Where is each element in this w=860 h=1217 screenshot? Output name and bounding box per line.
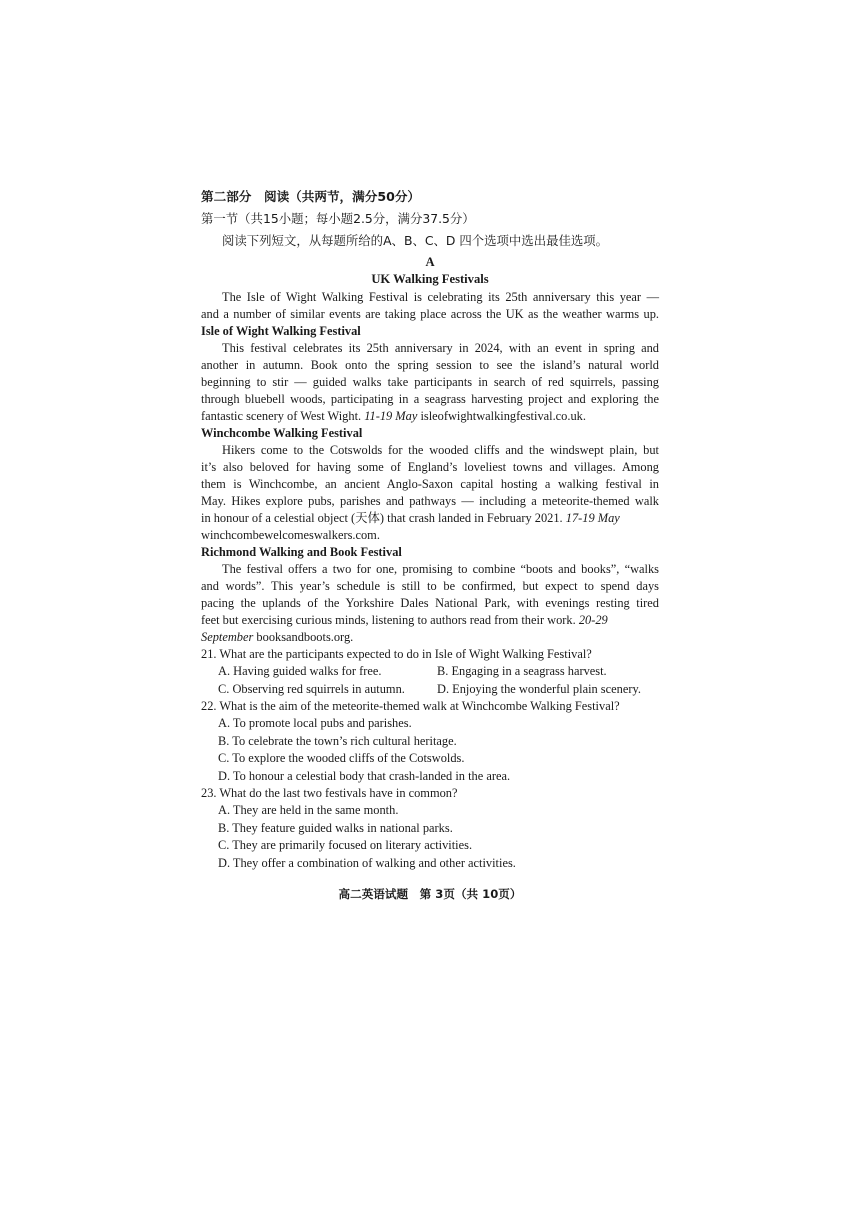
paragraph-line (201, 612, 608, 629)
festival-heading: Richmond Walking and Book Festival (201, 545, 402, 559)
intro-line: The Isle of Wight Walking Festival is celebrating its 25th anniversary this year — (222, 290, 659, 304)
option-b: B. They feature guided walks in national parks. (218, 821, 453, 835)
section-heading: 第一节（共15小题；每小题2.5分，满分37.5分） (201, 211, 475, 226)
passage-title: UK Walking Festivals (371, 272, 489, 286)
paragraph-line: and words”. This year’s schedule is still to be confirmed, but expect to spend days (201, 579, 659, 593)
paragraph-line: through bluebell woods, participating in a seagrass harvesting project and exploring the (201, 392, 659, 406)
paragraph-text: in honour of a celestial object (天体) that crash landed in February 2021. (201, 511, 563, 525)
paragraph-line: Hikers come to the Cotswolds for the wooded cliffs and the windswept plain, but (222, 443, 659, 457)
festival-website: booksandboots.org. (256, 630, 354, 644)
paragraph-line: May. Hikes explore pubs, parishes and pathways — including a meteorite-themed walk (201, 494, 659, 508)
paragraph-text: feet but exercising curious minds, listening to authors read from their work. (201, 613, 576, 627)
paragraph-line: The festival offers a two for one, promising to combine “boots and books”, “walks (222, 562, 659, 576)
part-heading: 第二部分 阅读（共两节，满分50分） (201, 189, 421, 204)
festival-date: 17-19 May (565, 511, 620, 525)
paragraph-line: it’s also beloved for having some of England’s loveliest towns and villages. Among (201, 460, 659, 474)
paragraph-line: another in autumn. Book onto the spring session to see the island’s natural world (201, 358, 659, 372)
paragraph-line-last (201, 629, 353, 646)
option-a: A. To promote local pubs and parishes. (218, 716, 412, 730)
option-a: A. They are held in the same month. (218, 803, 399, 817)
passage-letter: A (425, 255, 435, 269)
paragraph-text: fantastic scenery of West Wight. (201, 409, 362, 423)
question-stem: 22. What is the aim of the meteorite-themed walk at Winchcombe Walking Festival? (201, 699, 620, 713)
option-d: D. They offer a combination of walking and other activities. (218, 856, 516, 870)
page-footer: 高二英语试题 第 3页（共 10页） (338, 887, 522, 901)
paragraph-line: them is Winchcombe, an ancient Anglo-Saxon capital hosting a walking festival in (201, 477, 659, 491)
option-b: B. Engaging in a seagrass harvest. (437, 664, 607, 678)
option-d: D. Enjoying the wonderful plain scenery. (437, 682, 641, 696)
paragraph-line: This festival celebrates its 25th anniversary in 2024, with an event in spring and (222, 341, 659, 355)
paragraph-line-last (201, 510, 620, 527)
festival-date: 20-29 (578, 613, 608, 627)
question-stem: 21. What are the participants expected to do in Isle of Wight Walking Festival? (201, 647, 592, 661)
option-b: B. To celebrate the town’s rich cultural heritage. (218, 734, 457, 748)
question-stem: 23. What do the last two festivals have in common? (201, 786, 458, 800)
festival-date: 11-19 May (364, 409, 418, 423)
festival-date: September (201, 630, 254, 644)
intro-line: and a number of similar events are taking place across the UK as the weather warms up. (201, 307, 659, 321)
option-c: C. Observing red squirrels in autumn. (218, 682, 405, 696)
festival-website: isleofwightwalkingfestival.co.uk. (420, 409, 586, 423)
festival-heading: Winchcombe Walking Festival (201, 426, 363, 440)
option-a: A. Having guided walks for free. (218, 664, 382, 678)
option-d: D. To honour a celestial body that crash-landed in the area. (218, 769, 511, 783)
paragraph-line-last (201, 408, 586, 425)
festival-website: winchcombewelcomeswalkers.com. (201, 528, 380, 542)
festival-heading: Isle of Wight Walking Festival (201, 324, 361, 338)
option-c: C. They are primarily focused on literary activities. (218, 838, 473, 852)
paragraph-line: beginning to stir — guided walks take participants in search of red squirrels, passing (201, 375, 659, 389)
option-c: C. To explore the wooded cliffs of the Cotswolds. (218, 751, 465, 765)
instruction-text: 阅读下列短文，从每题所给的A、B、C、D 四个选项中选出最佳选项。 (222, 233, 609, 248)
paragraph-line: pacing the uplands of the Yorkshire Dales National Park, with evenings resting tired (201, 596, 659, 610)
